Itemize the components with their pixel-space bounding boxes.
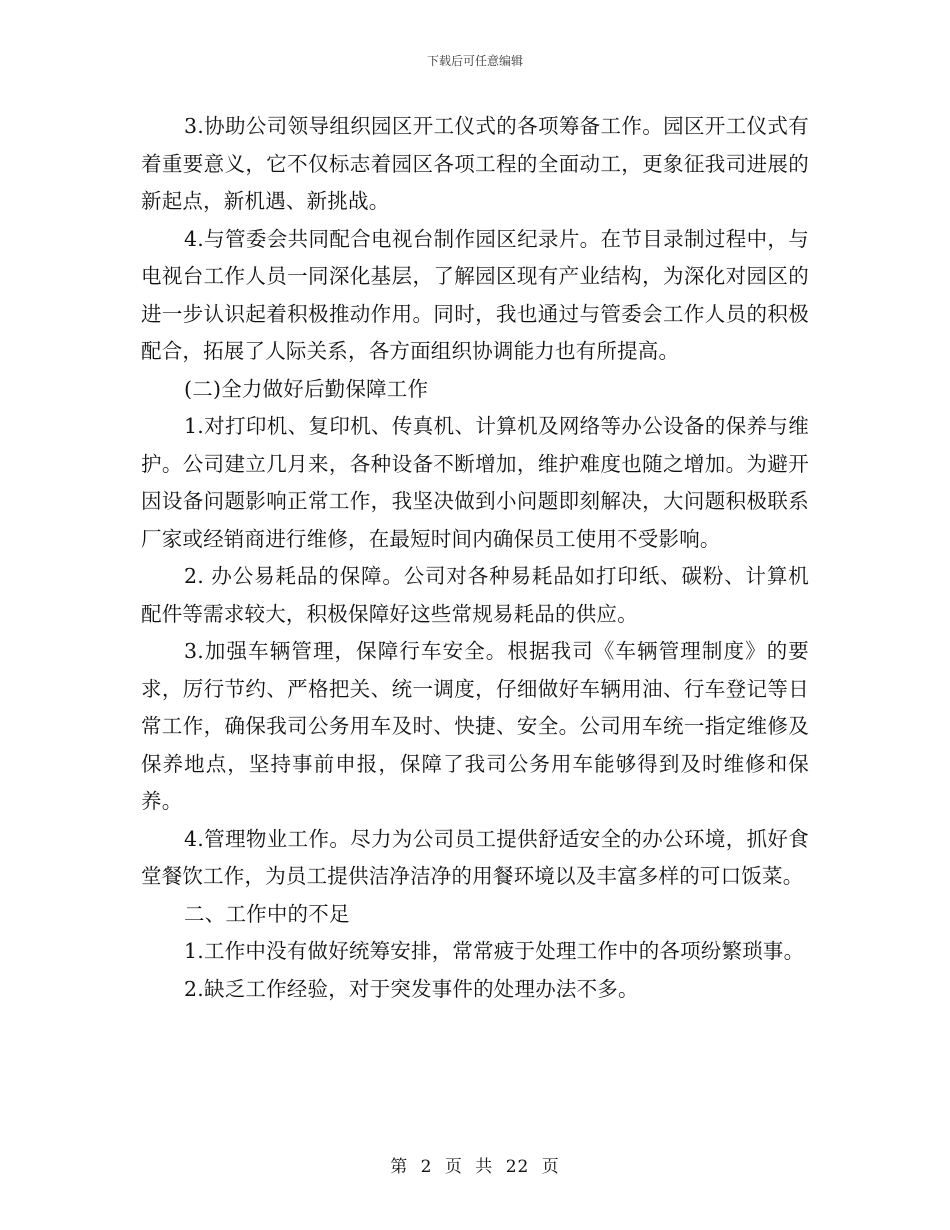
paragraph-property-management: 4.管理物业工作。尽力为公司员工提供舒适安全的办公环境，抓好食堂餐饮工作，为员工提供洁净洁净的用餐环境以及丰富多样的可口饭菜。 <box>141 826 809 888</box>
page-number-footer: 第 2 页 共 22 页 <box>390 1157 560 1177</box>
paragraph-documentary: 4.与管委会共同配合电视台制作园区纪录片。在节目录制过程中，与电视台工作人员一同深化基层，了解园区现有产业结构，为深化对园区的进一步认识起着积极推动作用。同时，我也通过与管委会工作人员的积极配合，拓展了人际关系，各方面组织协调能力也有所提高。 <box>141 226 809 363</box>
document-body <box>141 108 809 1008</box>
section-heading-shortcomings: 二、工作中的不足 <box>184 901 350 926</box>
paragraph-office-equipment: 1.对打印机、复印机、传真机、计算机及网络等办公设备的保养与维护。公司建立几月来，各种设备不断增加，维护难度也随之增加。为避开因设备问题影响正常工作，我坚决做到小问题即刻解决，大问题积极联系厂家或经销商进行维修，在最短时间内确保员工使用不受影响。 <box>141 414 809 551</box>
paragraph-opening-ceremony: 3.协助公司领导组织园区开工仪式的各项筹备工作。园区开工仪式有着重要意义，它不仅标志着园区各项工程的全面动工，更象征我司进展的新起点，新机遇、新挑战。 <box>141 114 809 213</box>
section-heading-logistics: (二)全力做好后勤保障工作 <box>184 376 429 401</box>
page-header-note: 下载后可任意编辑 <box>426 54 523 68</box>
paragraph-vehicle-management: 3.加强车辆管理，保障行车安全。根据我司《车辆管理制度》的要求，厉行节约、严格把关、统一调度，仔细做好车辆用油、行车登记等日常工作，确保我司公务用车及时、快捷、安全。公司用车统一指定维修及保养地点，坚持事前申报，保障了我司公务用车能够得到及时维修和保养。 <box>141 639 809 813</box>
paragraph-shortcoming-1: 1.工作中没有做好统筹安排，常常疲于处理工作中的各项纷繁琐事。 <box>184 939 805 963</box>
paragraph-shortcoming-2: 2.缺乏工作经验，对于突发事件的处理办法不多。 <box>184 976 639 1001</box>
paragraph-consumables: 2. 办公易耗品的保障。公司对各种易耗品如打印纸、碳粉、计算机配件等需求较大，积极保障好这些常规易耗品的供应。 <box>141 564 809 626</box>
